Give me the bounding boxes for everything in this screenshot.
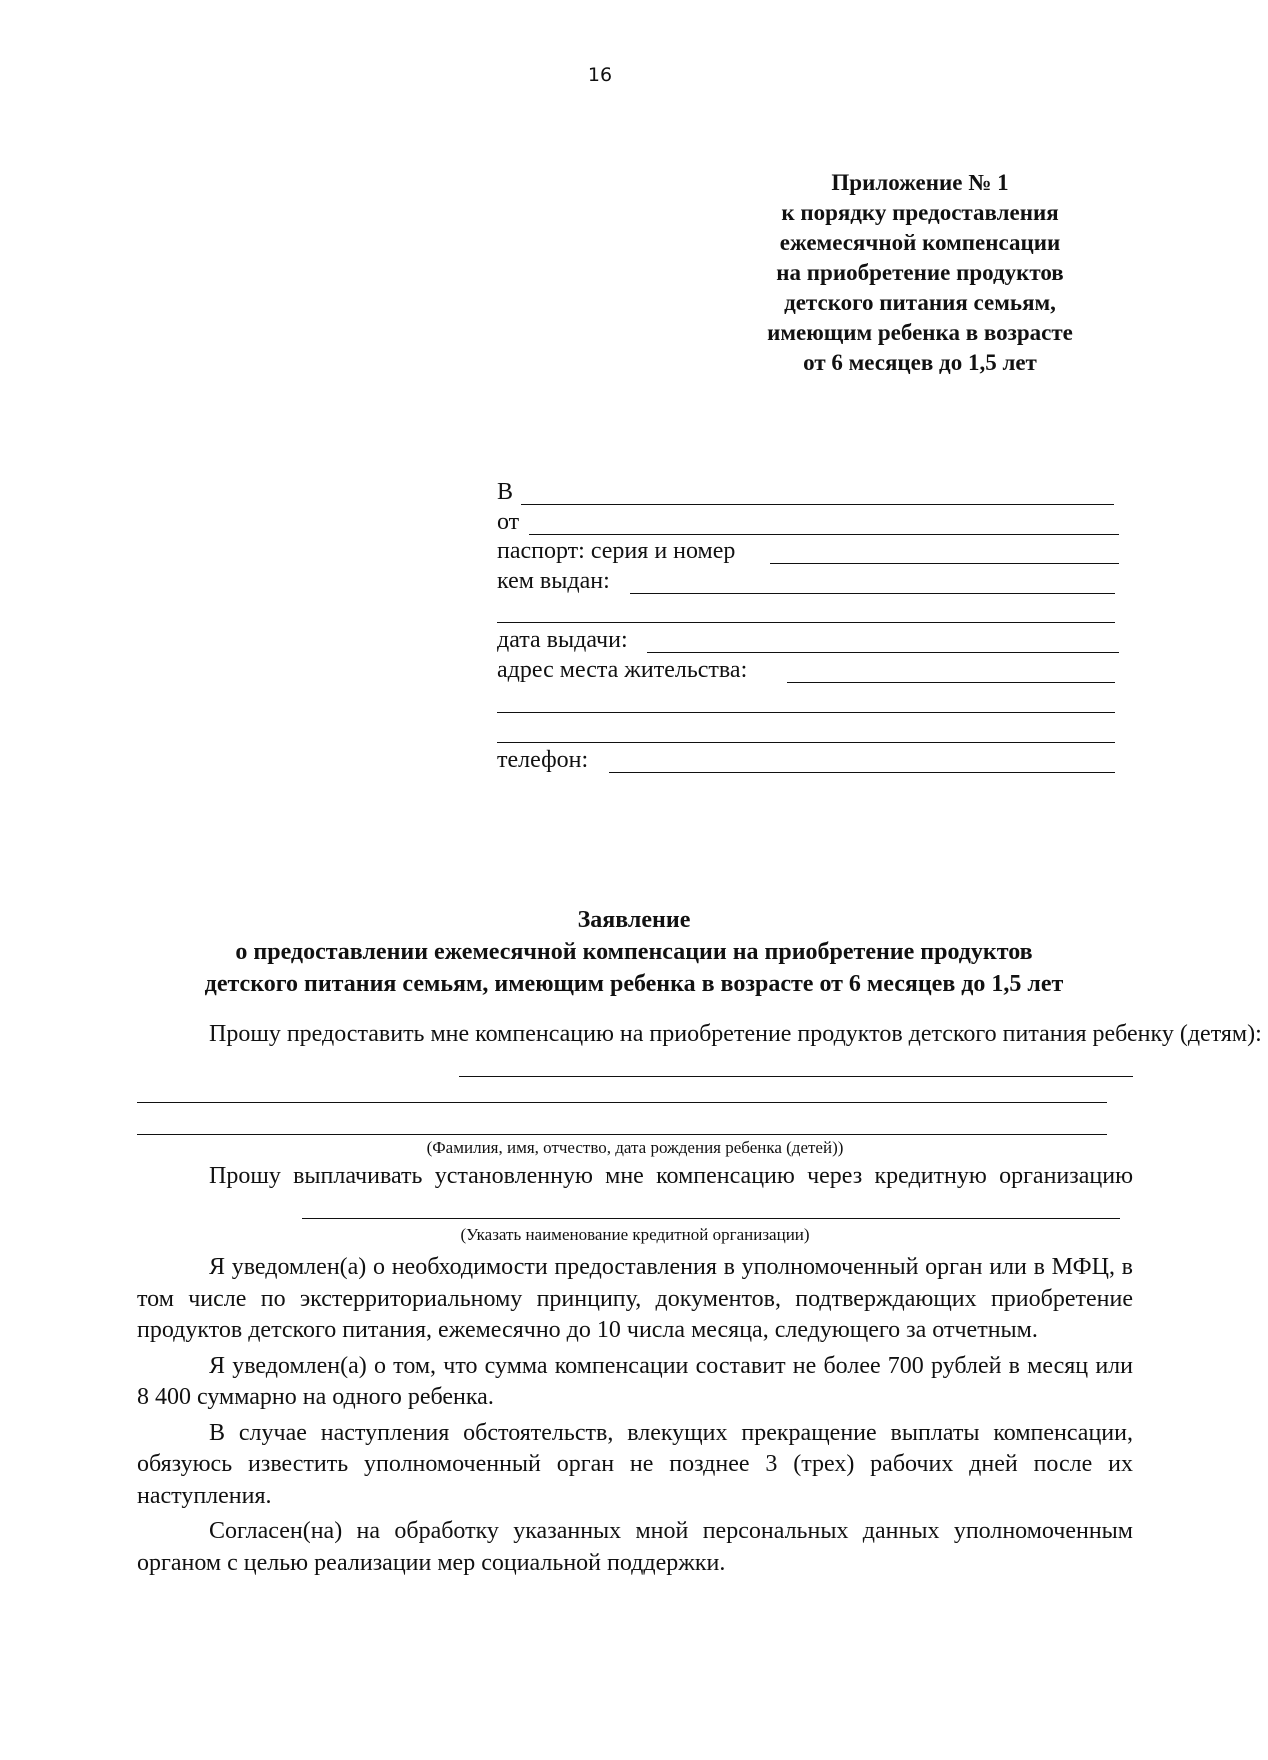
page-number: 16 — [587, 64, 613, 86]
consent-paragraph: Согласен(на) на обработку указанных мной персональных данных уполномоченным органом с целью реализации мер социальной поддержки. — [137, 1518, 1133, 1576]
passport-row — [497, 537, 1119, 567]
appendix-line: детского питания семьям, — [784, 290, 1056, 315]
appendix-line: от 6 месяцев до 1,5 лет — [803, 350, 1037, 375]
bank-field[interactable] — [302, 1217, 1120, 1219]
appendix-line: к порядку предоставления — [781, 200, 1059, 225]
notice-amount: Я уведомлен(а) о том, что сумма компенсации составит не более 700 рублей в месяц или 8 400 суммарно на одного ребенка. — [137, 1352, 1133, 1410]
appendix-line: имеющим ребенка в возрасте — [767, 320, 1073, 345]
issued-by-extra-row — [497, 596, 1119, 626]
phone-row — [497, 746, 1119, 776]
notice-documents: Я уведомлен(а) о необходимости предоставления в уполномоченный орган или в МФЦ, в том числе по экстерриториальному принципу, документов, подтверждающих приобретение продуктов детского питания, ежемесячно до 10 числа месяца, следующего за отчетным. — [137, 1254, 1133, 1343]
issue-date-row — [497, 626, 1119, 656]
from-row — [497, 508, 1119, 538]
payment-text — [209, 1161, 1133, 1224]
issued-by-field-continued[interactable] — [497, 622, 1115, 623]
appendix-header — [700, 168, 1140, 378]
issued-by-row — [497, 567, 1119, 597]
bank-hint: (Указать наименование кредитной организации) — [460, 1225, 810, 1244]
appendix-line: на приобретение продуктов — [776, 260, 1064, 285]
residence-row — [497, 656, 1119, 686]
request-text-line1 — [209, 1019, 1262, 1051]
from-field[interactable] — [529, 534, 1119, 535]
appendix-line: ежемесячной компенсации — [779, 230, 1061, 255]
payment-text-content: Прошу выплачивать установленную мне компенсацию через кредитную организацию — [209, 1163, 1133, 1189]
phone-label: телефон: — [497, 747, 589, 773]
request-paragraph — [137, 1019, 1262, 1082]
child-hint: (Фамилия, имя, отчество, дата рождения ребенка (детей)) — [426, 1138, 844, 1157]
statement-title — [0, 904, 1268, 1000]
notice-termination: В случае наступления обстоятельств, влекущих прекращение выплаты компенсации, обязуюсь известить уполномоченный орган не позднее 3 (трех) рабочих дней после их наступления. — [137, 1419, 1133, 1509]
issue-date-label: дата выдачи: — [497, 627, 628, 653]
appendix-line: Приложение № 1 — [831, 170, 1009, 195]
issued-by-label: кем выдан: — [497, 568, 610, 594]
residence-field[interactable] — [787, 682, 1115, 683]
residence-field-continued[interactable] — [497, 742, 1115, 743]
phone-field[interactable] — [609, 772, 1115, 773]
passport-field[interactable] — [770, 563, 1119, 564]
payment-paragraph — [137, 1161, 1133, 1224]
statement-title-heading: Заявление — [577, 907, 691, 933]
to-label: В — [497, 479, 514, 505]
statement-title-subtitle: детского питания семьям, имеющим ребенка в возрасте от 6 месяцев до 1,5 лет — [204, 971, 1064, 997]
issue-date-field[interactable] — [647, 652, 1119, 653]
residence-extra-row-2 — [497, 716, 1119, 746]
from-label: от — [497, 509, 520, 535]
request-text: Прошу предоставить мне компенсацию на приобретение продуктов детского питания ребенку (детям): — [209, 1021, 1262, 1047]
child-field-continued[interactable] — [137, 1101, 1107, 1103]
to-field[interactable] — [521, 504, 1114, 505]
issued-by-field[interactable] — [630, 593, 1115, 594]
residence-label: адрес места жительства: — [497, 657, 748, 683]
residence-extra-row-1 — [497, 686, 1119, 716]
statement-body — [137, 1019, 1262, 1579]
child-field-continued[interactable] — [137, 1133, 1107, 1135]
to-row — [497, 478, 1119, 508]
passport-label: паспорт: серия и номер — [497, 538, 736, 564]
residence-field-continued[interactable] — [497, 712, 1115, 713]
child-field[interactable] — [459, 1075, 1133, 1077]
statement-title-subtitle: о предоставлении ежемесячной компенсации на приобретение продуктов — [235, 939, 1033, 965]
